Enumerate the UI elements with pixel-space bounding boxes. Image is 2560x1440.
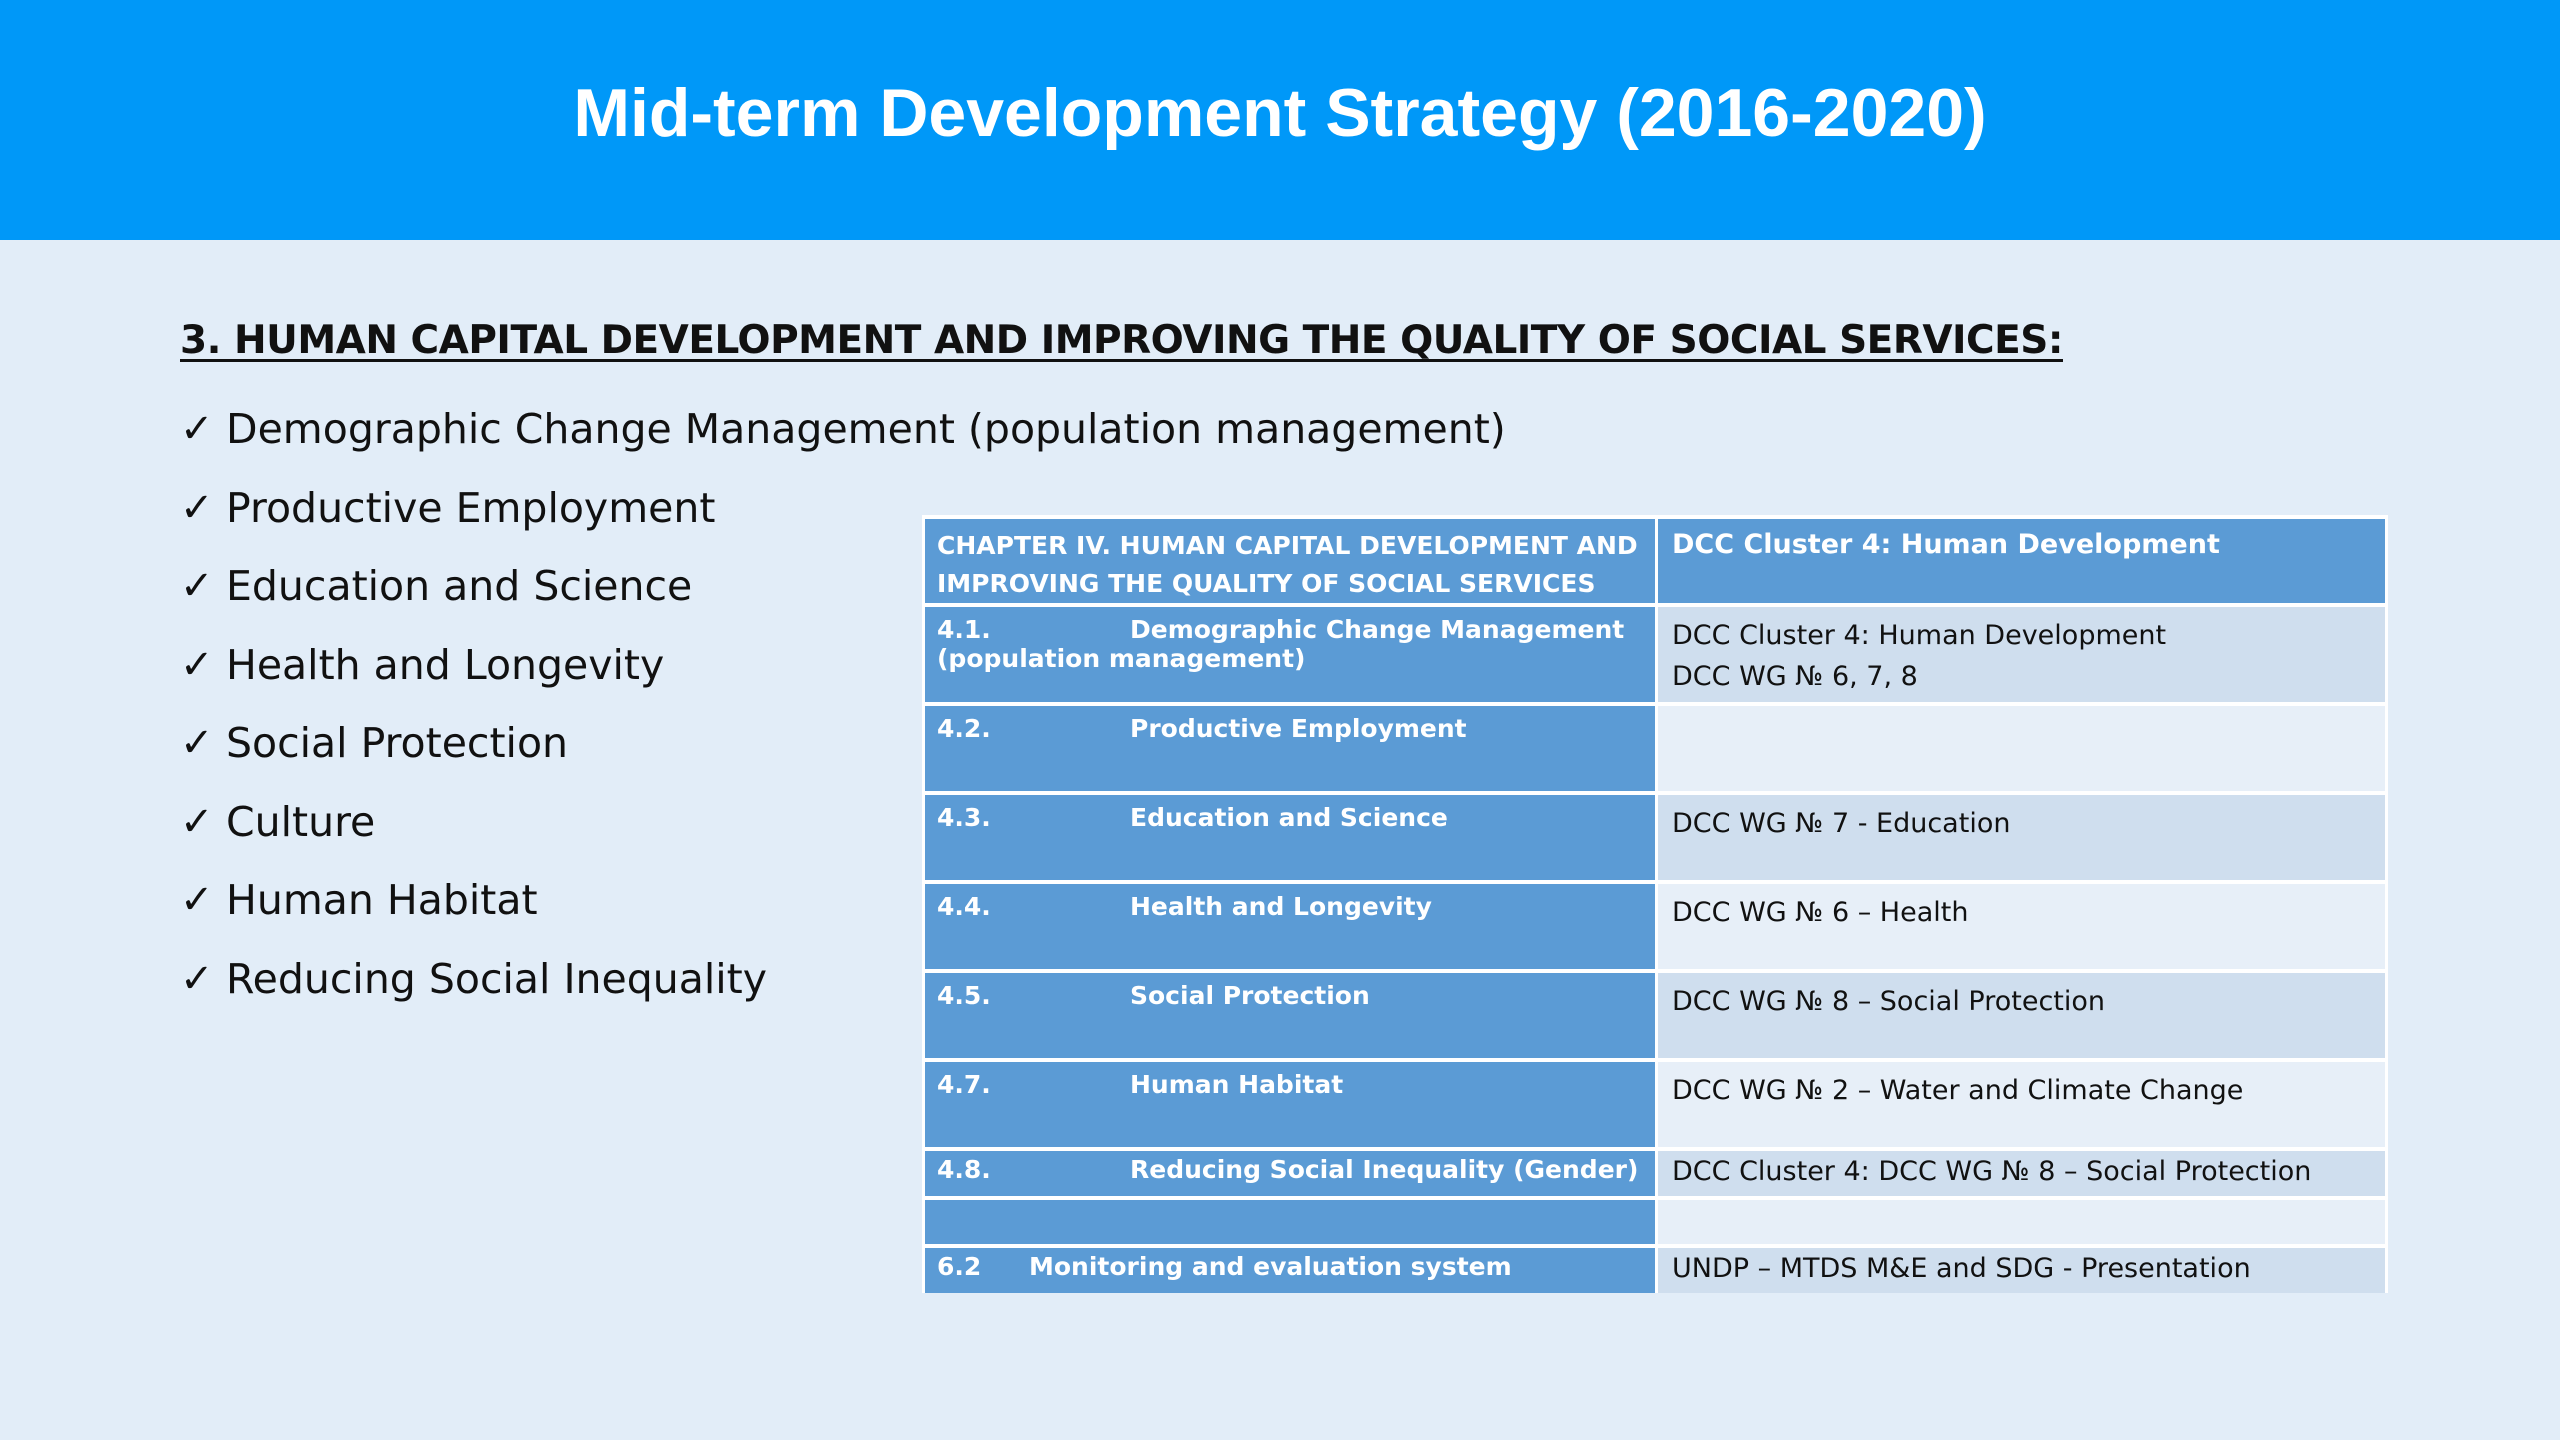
check-icon: ✓ [180, 406, 214, 453]
check-icon: ✓ [180, 720, 214, 767]
bullet-item: ✓ Productive Employment [180, 483, 716, 532]
check-icon: ✓ [180, 484, 214, 531]
bullet-item: ✓ Reducing Social Inequality [180, 954, 768, 1003]
bullet-item: ✓ Health and Longevity [180, 640, 665, 689]
slide-title: Mid-term Development Strategy (2016-2020) [573, 75, 1987, 151]
table-cell-section: 4.3. Education and Science [922, 791, 1655, 880]
table-cell-section: 4.5. Social Protection [922, 969, 1655, 1058]
table-cell-section: 6.2 Monitoring and evaluation system [922, 1244, 1655, 1293]
table-row [922, 603, 2388, 702]
table-cell-dcc: DCC WG № 2 – Water and Climate Change [1655, 1058, 2388, 1147]
bullet-item: ✓ Demographic Change Management (population management) [180, 405, 1506, 454]
bullet-item: ✓ Culture [180, 797, 376, 846]
table-row [922, 702, 2388, 791]
table-header-chapter: CHAPTER IV. HUMAN CAPITAL DEVELOPMENT AND IMPROVING THE QUALITY OF SOCIAL SERVICES [922, 515, 1655, 603]
table-cell-section [922, 1196, 1655, 1244]
table-cell-dcc: DCC WG № 8 – Social Protection [1655, 969, 2388, 1058]
bullet-item: ✓ Social Protection [180, 719, 569, 768]
check-icon: ✓ [180, 955, 214, 1002]
table-cell-section: 4.2. Productive Employment [922, 702, 1655, 791]
check-icon: ✓ [180, 641, 214, 688]
table-row [922, 1058, 2388, 1147]
table-cell-section: 4.8. Reducing Social Inequality (Gender) [922, 1147, 1655, 1196]
table-cell-section: 4.7. Human Habitat [922, 1058, 1655, 1147]
table-cell-dcc [1655, 702, 2388, 791]
table-cell-dcc: DCC WG № 7 - Education [1655, 791, 2388, 880]
section-heading: 3. HUMAN CAPITAL DEVELOPMENT AND IMPROVING THE QUALITY OF SOCIAL SERVICES: [180, 318, 2063, 363]
table-row [922, 791, 2388, 880]
check-icon: ✓ [180, 798, 214, 845]
mapping-table [922, 515, 2388, 1293]
title-banner [0, 0, 2560, 240]
table-cell-dcc: DCC WG № 6 – Health [1655, 880, 2388, 969]
table-cell-dcc: UNDP – MTDS M&E and SDG - Presentation [1655, 1244, 2388, 1293]
check-icon: ✓ [180, 563, 214, 610]
table-row [922, 1244, 2388, 1293]
table-row [922, 1196, 2388, 1244]
table-row [922, 880, 2388, 969]
table-row [922, 969, 2388, 1058]
table-cell-section: 4.4. Health and Longevity [922, 880, 1655, 969]
bullet-item: ✓ Education and Science [180, 562, 693, 611]
table-cell-dcc: DCC Cluster 4: Human Development DCC WG № 6, 7, 8 [1655, 603, 2388, 702]
table-cell-dcc [1655, 1196, 2388, 1244]
table-header-cluster: DCC Cluster 4: Human Development [1655, 515, 2388, 603]
table-cell-section: 4.1. Demographic Change Management (population management) [922, 603, 1655, 702]
check-icon: ✓ [180, 877, 214, 924]
bullet-item: ✓ Human Habitat [180, 876, 538, 925]
table-row [922, 1147, 2388, 1196]
table-cell-dcc: DCC Cluster 4: DCC WG № 8 – Social Protection [1655, 1147, 2388, 1196]
table-header-row [922, 515, 2388, 603]
